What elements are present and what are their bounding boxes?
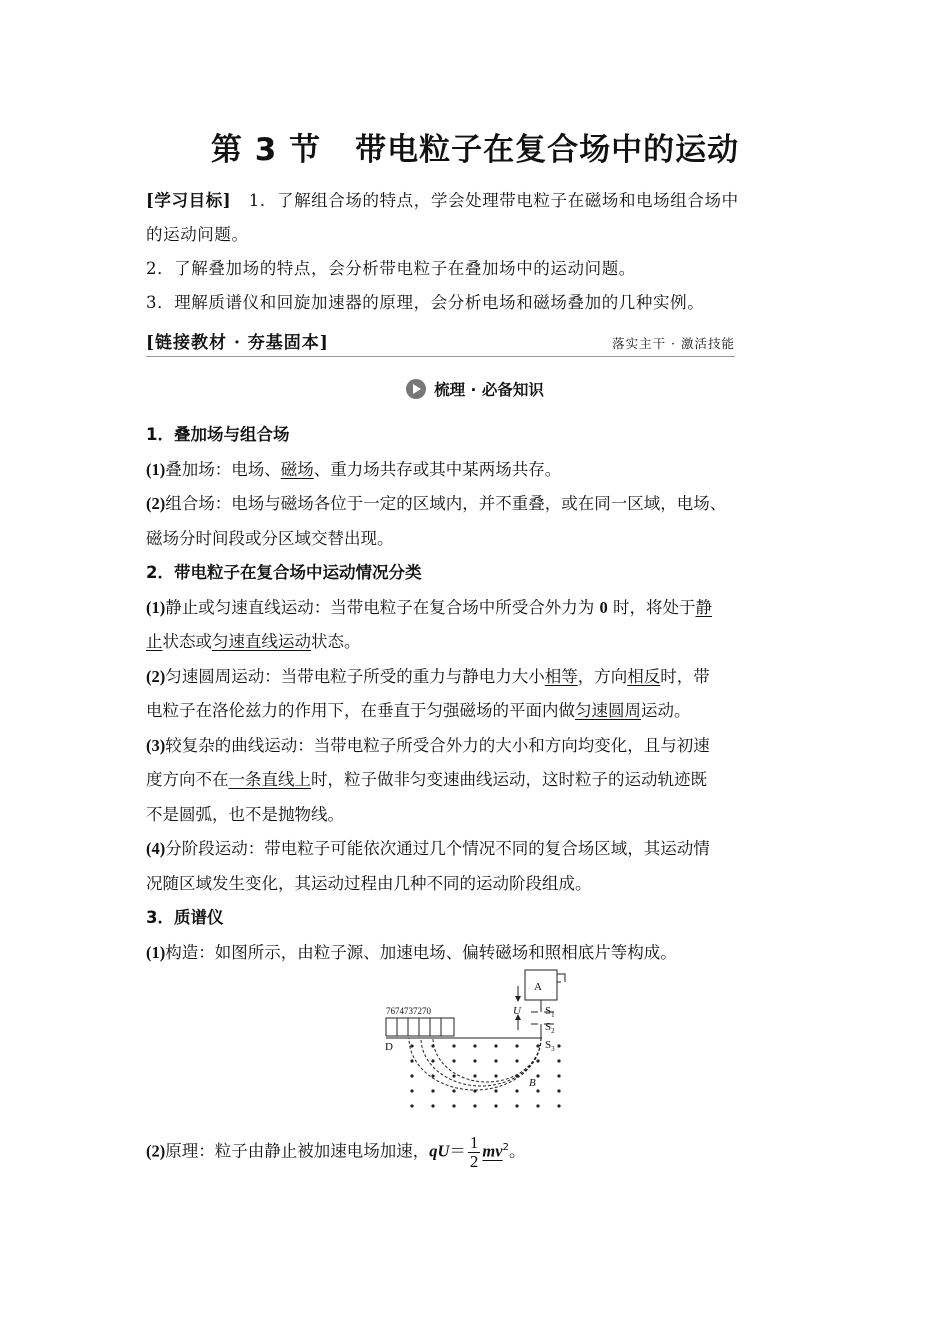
field-dot: [557, 1089, 560, 1092]
para-2-3-end: 不是圆弧，也不是抛物线。: [146, 804, 344, 824]
field-dot: [515, 1104, 518, 1107]
goal-1a: 1．了解组合场的特点，学会处理带电粒子在磁场和电场组合场中: [248, 191, 739, 210]
field-dot: [452, 1104, 455, 1107]
field-dot: [536, 1089, 539, 1092]
field-dot: [410, 1104, 413, 1107]
section-bar-subtitle: 落实主干 · 激活技能: [612, 336, 735, 351]
field-dot: [494, 1074, 497, 1077]
fig-label-d: D: [385, 1041, 393, 1053]
fig-label-a: A: [534, 981, 542, 993]
para-2-1-cont: 止状态或匀速直线运动状态。: [146, 632, 361, 651]
para-1-1: (1)叠加场：电场、磁场、重力场共存或其中某两场共存。: [146, 459, 562, 479]
fig-label-u: U: [513, 1005, 521, 1017]
field-dot: [515, 1059, 518, 1062]
field-dot: [536, 1104, 539, 1107]
field-dot: [515, 1044, 518, 1047]
field-dot: [494, 1044, 497, 1047]
field-dot: [494, 1059, 497, 1062]
field-dot: [557, 1104, 560, 1107]
field-dot: [473, 1059, 476, 1062]
para-2-4-cont: 况随区域发生变化，其运动过程由几种不同的运动阶段组成。: [146, 873, 592, 893]
field-dot: [515, 1074, 518, 1077]
field-dot: [473, 1044, 476, 1047]
section-bar: [146, 326, 735, 357]
fig-label-s2: $S_2$: [545, 1021, 555, 1035]
field-dot: [536, 1059, 539, 1062]
learning-goals: [146, 184, 826, 320]
goals-label: [学习目标]: [146, 191, 232, 210]
field-dot: [431, 1089, 434, 1092]
field-dot: [431, 1044, 434, 1047]
para-1-2-cont: 磁场分时间段或分区域交替出现。: [146, 528, 394, 548]
content-part-1: [146, 418, 822, 970]
field-dot: [410, 1074, 413, 1077]
mass-spectrometer-figure: [382, 966, 578, 1111]
field-dot: [557, 1059, 560, 1062]
eq-lhs: qU: [429, 1141, 450, 1161]
field-dot: [410, 1089, 413, 1092]
fig-label-s1: $S_1$: [545, 1005, 555, 1019]
para-3-2: (2)原理：粒子由静止被加速电场加速，qU＝ $\frac{1}{2}$ $mv^2$。: [146, 1132, 526, 1171]
goal-3: 3．理解质谱仪和回旋加速器的原理，会分析电场和磁场叠加的几种实例。: [146, 293, 705, 312]
heading-1: 1．叠加场与组合场: [146, 425, 290, 444]
para-2-1: (1)静止或匀速直线运动：当带电粒子在复合场中所受合外力为 0 时，将处于静: [146, 597, 712, 617]
field-dot: [473, 1104, 476, 1107]
goal-1b: 的运动问题。: [146, 225, 249, 244]
field-dot: [410, 1044, 413, 1047]
field-dot: [536, 1074, 539, 1077]
para-2-3: (3)较复杂的曲线运动：当带电粒子所受合外力的大小和方向均变化，且与初速: [146, 735, 710, 755]
para-2-2: (2)匀速圆周运动：当带电粒子所受的重力与静电力大小相等，方向相反时，带: [146, 666, 710, 686]
fraction-half: $\frac{1}{2}$: [469, 1132, 479, 1171]
field-dot: [452, 1044, 455, 1047]
title-text: 带电粒子在复合场中的运动: [355, 132, 740, 168]
field-dot: [494, 1089, 497, 1092]
field-dot: [494, 1104, 497, 1107]
para-2-2-cont: 电粒子在洛伦兹力的作用下，在垂直于匀强磁场的平面内做匀速圆周运动。: [146, 701, 691, 720]
field-dot: [431, 1059, 434, 1062]
field-dot: [536, 1044, 539, 1047]
field-dot: [431, 1104, 434, 1107]
field-dot: [410, 1059, 413, 1062]
fig-scale-label: 7674737270: [386, 1006, 431, 1016]
para-2-3-cont: 度方向不在一条直线上时，粒子做非匀变速曲线运动，这时粒子的运动轨迹既: [146, 770, 707, 789]
field-dot: [515, 1089, 518, 1092]
heading-3: 3．质谱仪: [146, 908, 224, 927]
field-dot: [473, 1074, 476, 1077]
field-dot: [452, 1074, 455, 1077]
title-section-number: 第 3 节: [210, 132, 322, 168]
subsection-heading-text: 梳理 · 必备知识: [434, 381, 544, 399]
para-3-1: (1)构造：如图所示，由粒子源、加速电场、偏转磁场和照相底片等构成。: [146, 942, 677, 962]
goal-2: 2．了解叠加场的特点，会分析带电粒子在叠加场中的运动问题。: [146, 259, 636, 278]
subsection-heading: [0, 378, 950, 400]
field-dot: [557, 1074, 560, 1077]
content-part-2: [146, 1131, 822, 1171]
para-1-2: (2)组合场：电场与磁场各位于一定的区域内，并不重叠，或在同一区域，电场、: [146, 494, 727, 513]
heading-2: 2．带电粒子在复合场中运动情况分类: [146, 563, 422, 582]
play-icon: [406, 379, 426, 399]
photo-plate: [386, 1018, 454, 1036]
para-2-4: (4)分阶段运动：带电粒子可能依次通过几个情况不同的复合场区域，其运动情: [146, 839, 710, 858]
field-dot: [431, 1074, 434, 1077]
section-bar-title: [链接教材 · 夯基固本]: [146, 333, 329, 353]
eq-rhs: mv: [482, 1141, 503, 1161]
field-dot: [473, 1089, 476, 1092]
field-dot: [557, 1044, 560, 1047]
fig-label-s3: $S_3$: [545, 1039, 555, 1053]
page-title: [0, 124, 950, 169]
field-dot: [452, 1059, 455, 1062]
fig-label-b: B: [529, 1077, 536, 1089]
field-dot: [452, 1089, 455, 1092]
